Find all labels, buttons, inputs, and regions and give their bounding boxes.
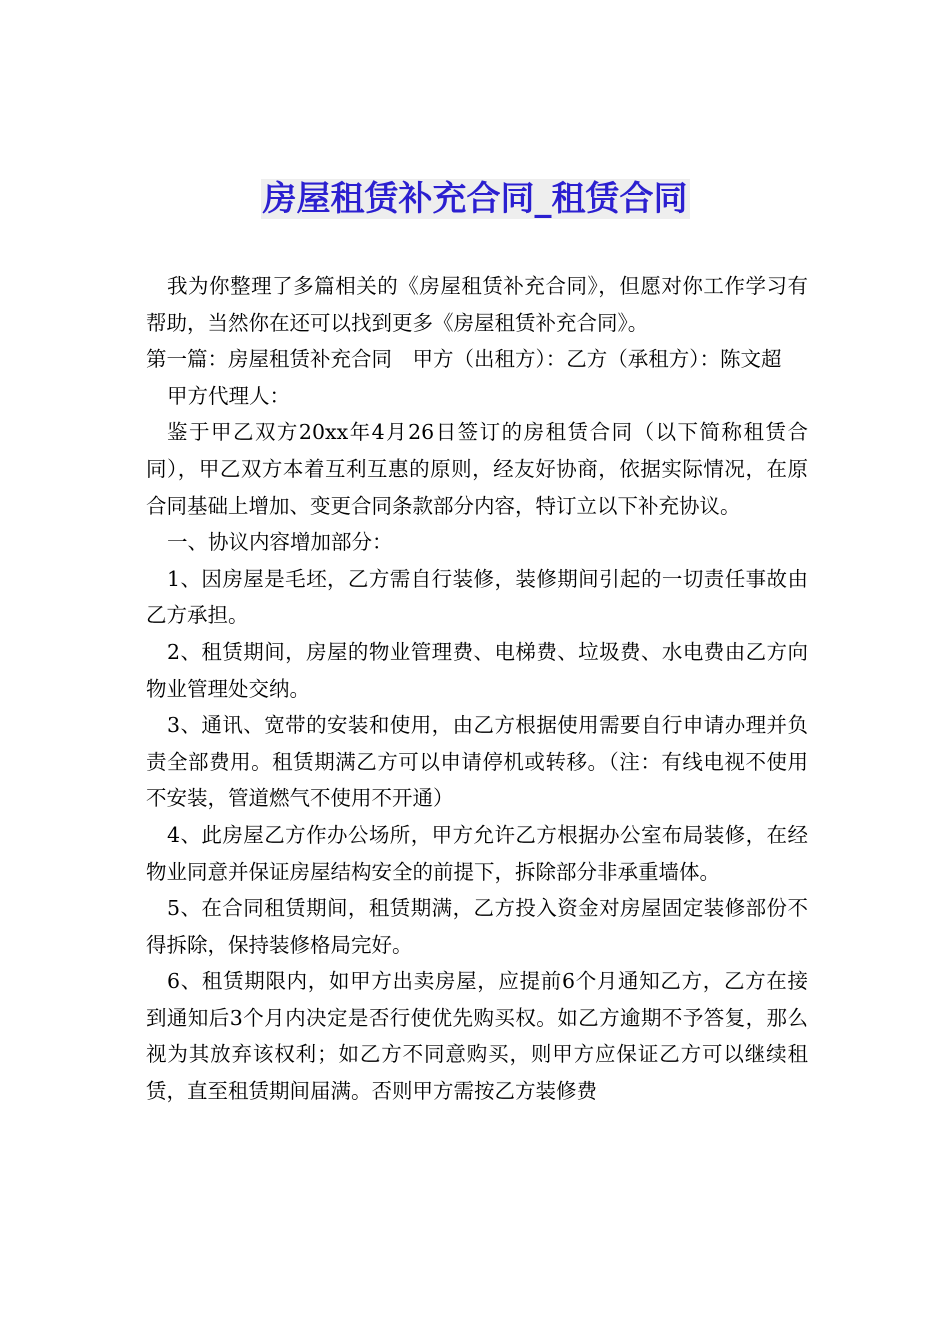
paragraph: 我为你整理了多篇相关的《房屋租赁补充合同》，但愿对你工作学习有帮助，当然你在还可以找到更多《房屋租赁补充合同》。	[146, 274, 808, 335]
paragraph: 1、因房屋是毛坯，乙方需自行装修，装修期间引起的一切责任事故由乙方承担。	[146, 566, 808, 628]
paragraph: 5、在合同租赁期间，租赁期满，乙方投入资金对房屋固定装修部份不得拆除，保持装修格局完好。	[146, 896, 808, 957]
document-title-text: 房屋租赁补充合同_租赁合同	[262, 179, 688, 219]
paragraph: 4、此房屋乙方作办公场所，甲方允许乙方根据办公室布局装修，在经物业同意并保证房屋结构安全的前提下，拆除部分非承重墙体。	[146, 822, 808, 884]
paragraph: 甲方代理人：	[167, 383, 290, 408]
paragraph: 2、租赁期间，房屋的物业管理费、电梯费、垃圾费、水电费由乙方向物业管理处交纳。	[146, 639, 808, 701]
document-title	[0, 174, 950, 224]
paragraph: 第一篇：房屋租赁补充合同 甲方（出租方）：乙方（承租方）：陈文超	[146, 347, 782, 372]
paragraph: 3、通讯、宽带的安装和使用，由乙方根据使用需要自行申请办理并负责全部费用。租赁期满乙方可以申请停机或转移。（注：有线电视不使用不安装，管道燃气不使用不开通）	[146, 713, 808, 811]
document-body	[146, 268, 808, 1110]
paragraph: 一、协议内容增加部分：	[167, 530, 393, 555]
paragraph: 鉴于甲乙双方20xx年4月26日签订的房租赁合同（以下简称租赁合同），甲乙双方本着互利互惠的原则，经友好协商，依据实际情况，在原合同基础上增加、变更合同条款部分内容，特订立以下补充协议。	[146, 420, 808, 518]
paragraph: 6、租赁期限内，如甲方出卖房屋，应提前6个月通知乙方，乙方在接到通知后3个月内决定是否行使优先购买权。如乙方逾期不予答复，那么视为其放弃该权利；如乙方不同意购买，则甲方应保证乙方可以继续租赁，直至租赁期间届满。否则甲方需按乙方装修费	[146, 969, 808, 1104]
